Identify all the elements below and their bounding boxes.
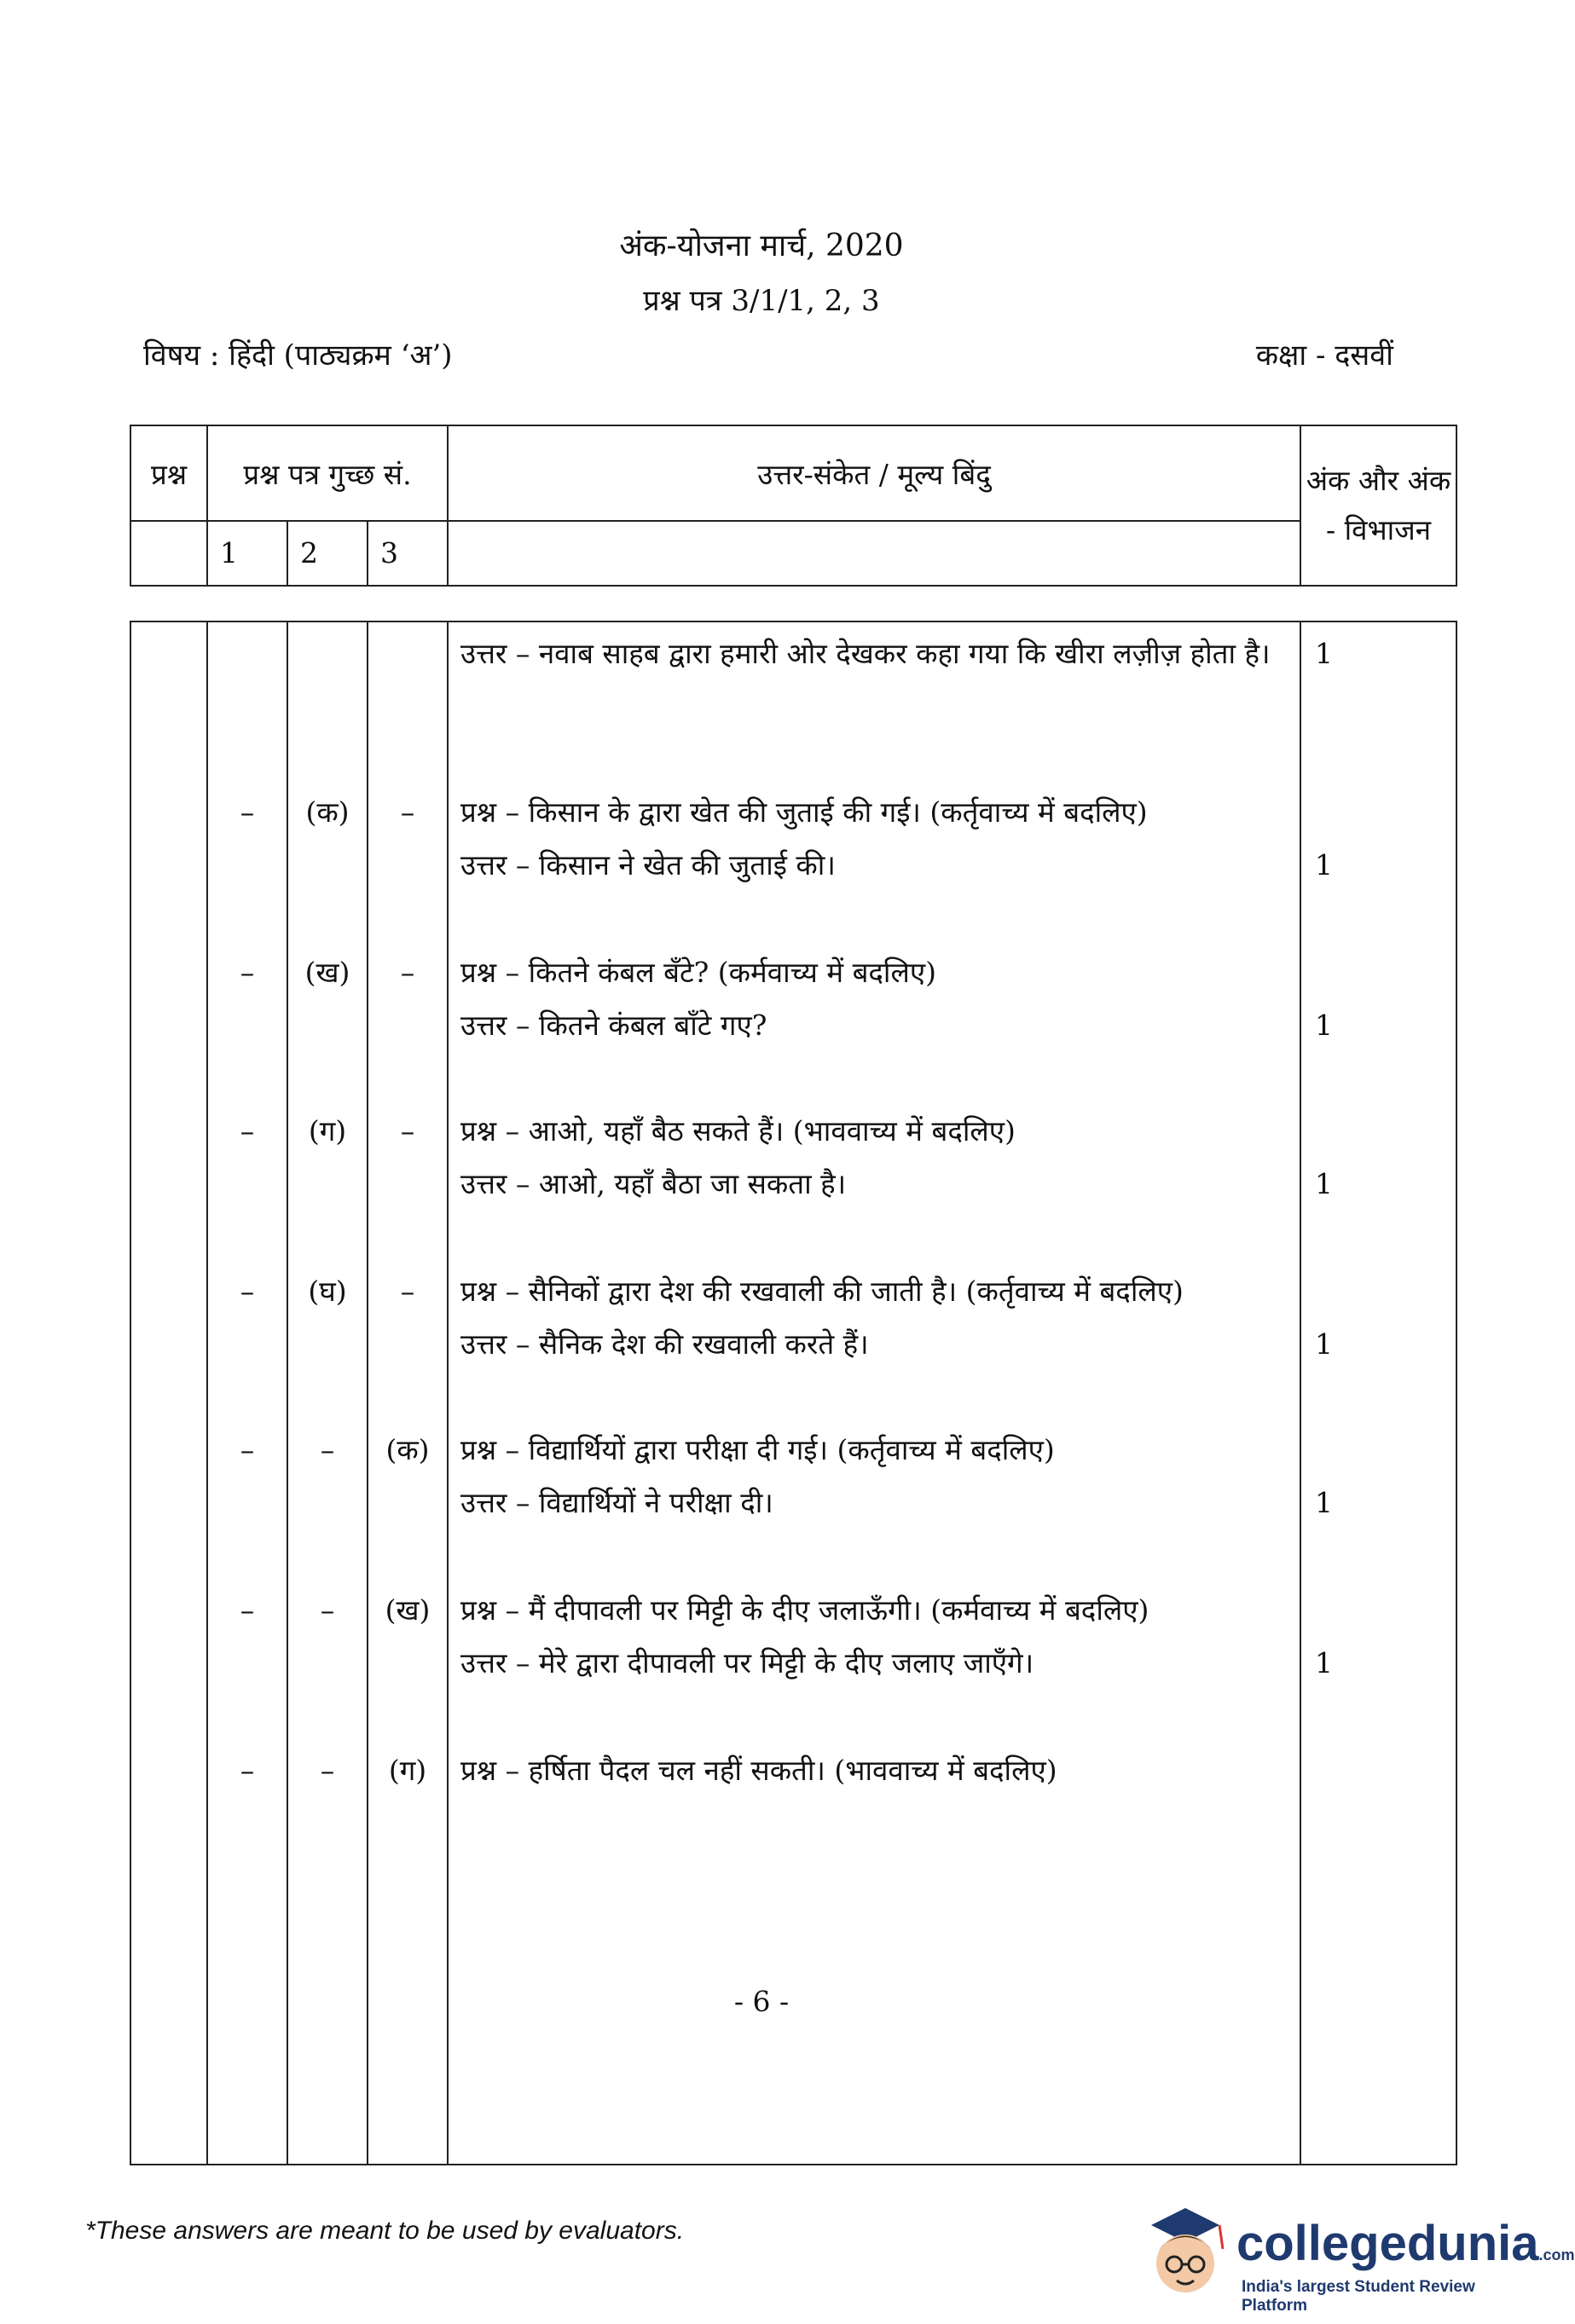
- set-marker: (घ): [308, 1275, 347, 1308]
- set-marker: –: [240, 1114, 255, 1148]
- mark-value: 1: [1315, 1646, 1333, 1679]
- set-marker: –: [400, 1275, 415, 1308]
- answer-line: उत्तर – मेरे द्वारा दीपावली पर मिट्टी के दीए जलाए जाएँगे।: [460, 1646, 1034, 1679]
- answer-line: प्रश्न – आओ, यहाँ बैठ सकते हैं। (भाववाच्य में बदलिए): [460, 1114, 1016, 1148]
- answer-block: [449, 1263, 1300, 1371]
- set1-column: [207, 621, 287, 2165]
- document-title: अंक-योजना मार्च, 2020: [619, 228, 904, 263]
- answer-block: [449, 1582, 1300, 1690]
- header-question: प्रश्न: [130, 425, 207, 521]
- answer-line: उत्तर – आओ, यहाँ बैठा जा सकता है।: [460, 1167, 847, 1200]
- set-2: 2: [288, 522, 368, 585]
- set-marker: –: [400, 956, 415, 989]
- header-marks: अंक और अंक - विभाजन: [1300, 425, 1456, 586]
- set-marker: (ख): [385, 1593, 431, 1627]
- set-marker: –: [240, 795, 255, 829]
- marks-column: [1300, 621, 1456, 2165]
- answer-line: उत्तर – किसान ने खेत की जुताई की।: [460, 848, 836, 882]
- answer-line: प्रश्न – मैं दीपावली पर मिट्टी के दीए जलाऊँगी। (कर्मवाच्य में बदलिए): [460, 1593, 1149, 1627]
- answer-line: उत्तर – नवाब साहब द्वारा हमारी ओर देखकर कहा गया कि खीरा लज़ीज़ होता है।: [460, 637, 1271, 670]
- answer-block: [449, 1422, 1300, 1529]
- logo-tagline: India's largest Student Review Platform: [1242, 2278, 1475, 2315]
- set-marker: –: [320, 1593, 335, 1627]
- set-marker: (क): [385, 1433, 430, 1466]
- set-marker: –: [320, 1433, 335, 1466]
- answer-line: प्रश्न – हर्षिता पैदल चल नहीं सकती। (भाववाच्य में बदलिए): [460, 1754, 1057, 1787]
- answer-line: प्रश्न – किसान के द्वारा खेत की जुताई की गई। (कर्तृवाच्य में बदलिए): [460, 795, 1148, 829]
- mark-value: 1: [1315, 848, 1333, 882]
- answer-block: [449, 1743, 1300, 1797]
- logo-suffix: .com: [1538, 2246, 1575, 2263]
- answer-block: [449, 1103, 1300, 1211]
- page-number: - 6 -: [733, 1985, 790, 2018]
- logo-name: collegedunia: [1236, 2216, 1539, 2271]
- class-label: कक्षा - दसवीं: [1255, 338, 1393, 373]
- header-blank: [130, 521, 207, 586]
- header-set-numbers: [207, 521, 448, 586]
- answer-line: प्रश्न – कितने कंबल बँटे? (कर्मवाच्य में बदलिए): [460, 956, 936, 989]
- answer-table: [130, 621, 1457, 2165]
- header-set: प्रश्न पत्र गुच्छ सं.: [207, 425, 448, 521]
- set-marker: –: [320, 1754, 335, 1787]
- answer-column: [448, 621, 1300, 2165]
- mascot-icon: [1134, 2200, 1236, 2310]
- mark-value: 1: [1315, 1486, 1333, 1519]
- paper-code: प्रश्न पत्र 3/1/1, 2, 3: [643, 284, 880, 318]
- set-marker: (ग): [308, 1114, 347, 1148]
- mark-value: 1: [1315, 1167, 1333, 1200]
- mark-value: 1: [1315, 637, 1333, 670]
- set-marker: –: [400, 1114, 415, 1148]
- answer-line: उत्तर – विद्यार्थियों ने परीक्षा दी।: [460, 1486, 773, 1519]
- set-marker: –: [400, 795, 415, 829]
- set-marker: –: [240, 1433, 255, 1466]
- header-answer: उत्तर-संकेत / मूल्य बिंदु: [448, 425, 1300, 521]
- question-column: [130, 621, 207, 2165]
- answer-line: प्रश्न – सैनिकों द्वारा देश की रखवाली की जाती है। (कर्तृवाच्य में बदलिए): [460, 1275, 1184, 1308]
- mark-value: 1: [1315, 1327, 1333, 1361]
- set2-column: [287, 621, 368, 2165]
- evaluator-note: *These answers are meant to be used by evaluators.: [85, 2217, 685, 2245]
- answer-line: प्रश्न – विद्यार्थियों द्वारा परीक्षा दी गई। (कर्तृवाच्य में बदलिए): [460, 1433, 1055, 1466]
- set-marker: (ग): [388, 1754, 427, 1787]
- header-blank-2: [448, 521, 1300, 586]
- mark-value: 1: [1315, 1009, 1333, 1042]
- collegedunia-logo: [1134, 2200, 1575, 2315]
- set3-column: [368, 621, 448, 2165]
- set-1: 1: [208, 522, 288, 585]
- set-3: 3: [380, 536, 398, 569]
- answer-block: [449, 784, 1300, 892]
- answer-line: उत्तर – सैनिक देश की रखवाली करते हैं।: [460, 1327, 869, 1361]
- set-marker: –: [240, 956, 255, 989]
- header-table: [130, 425, 1457, 587]
- answer-block: [449, 626, 1300, 680]
- set-marker: –: [240, 1275, 255, 1308]
- subject-label: विषय : हिंदी (पाठ्यक्रम ‘अ’): [143, 338, 453, 373]
- answer-block: [449, 945, 1300, 1052]
- set-marker: (ख): [304, 956, 350, 989]
- set-marker: (क): [305, 795, 350, 829]
- set-marker: –: [240, 1593, 255, 1627]
- set-marker: –: [240, 1754, 255, 1787]
- answer-line: उत्तर – कितने कंबल बाँटे गए?: [460, 1009, 767, 1042]
